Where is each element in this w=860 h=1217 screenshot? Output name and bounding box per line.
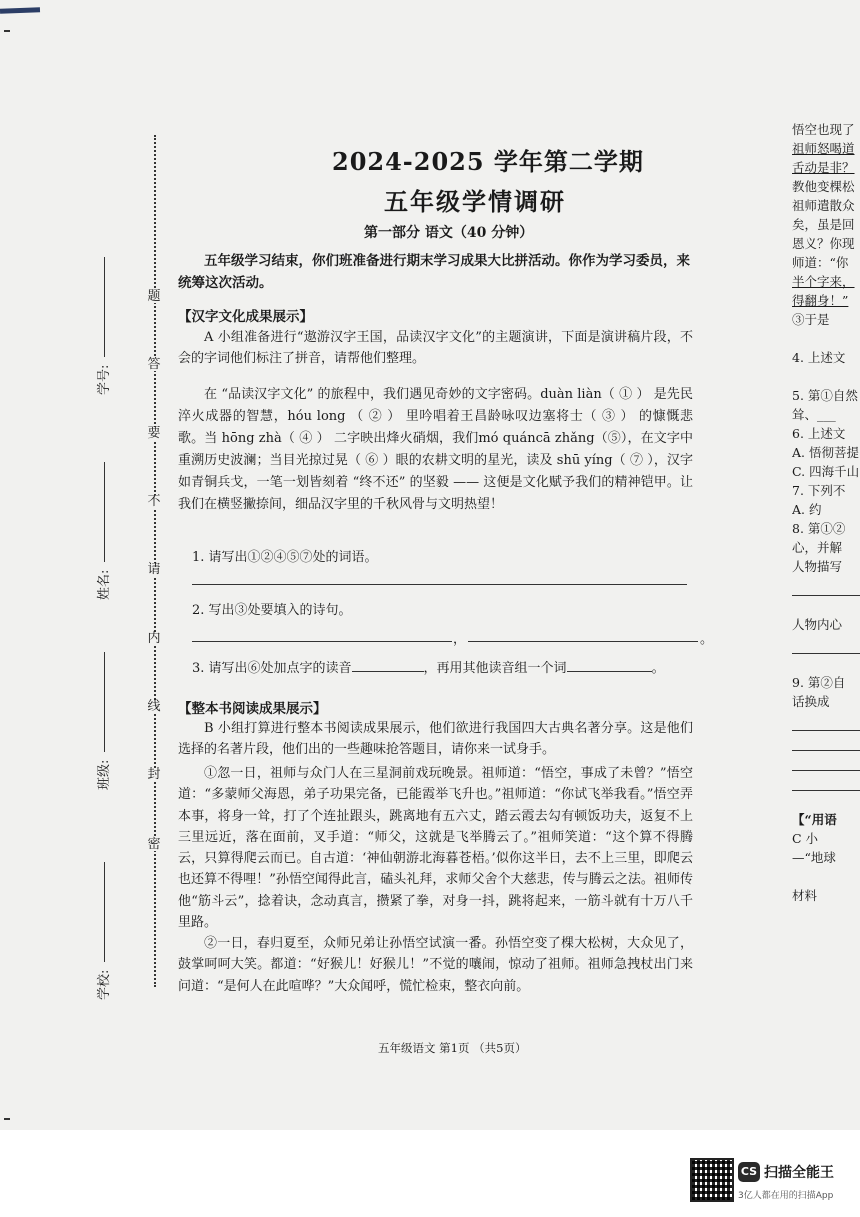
section-heading: 【整本书阅读成果展示】	[178, 701, 327, 717]
name-field[interactable]: 姓名:	[93, 462, 112, 600]
novel-excerpt-1: ①忽一日，祖师与众门人在三星洞前戏玩晚景。祖师道：“悟空，事成了未曾？”悟空道：“多蒙师父海恩，弟子功果完备，已能霞举飞升也。”祖师道：“你试飞举我看。”悟空弄本事，将身一耸，打了个连扯跟头，跳离地有五六丈，踏云霞去勾有顿饭功夫，返复不上三里远近，落在面前，叉手道：“师父，这就是飞举腾云了。”祖师笑道：“这个算不得腾云，只算得爬云而已。自古道：‘神仙朝游北海暮苍梧。’似你这半日，去不上三里，即爬云也还算不得哩！”孙悟空闻得此言，磕头礼拜，求师父舍个大慈悲，传与腾云之法。祖师传他“筋斗云”，捻着诀，念动真言，攒紧了拳，对身一抖，跳将起来，一筋斗就有十万八千里路。	[178, 766, 693, 931]
part-heading: 第一部分 语文（40 分钟）	[364, 225, 534, 241]
scan-edge-tick	[4, 30, 10, 32]
fragment-line	[792, 634, 860, 654]
question-2: 2. 写出③处要填入的诗句。	[192, 603, 352, 618]
fragment-line: 祖师怒喝道	[792, 141, 855, 156]
fragment-line	[792, 367, 860, 386]
fragment-line: ③于是	[792, 312, 830, 327]
next-page-fragment	[792, 120, 860, 1020]
exam-subtitle: 五年级学情调研	[384, 187, 566, 216]
scanner-app-name: 扫描全能王	[764, 1165, 834, 1181]
binding-char: 要	[147, 426, 161, 441]
novel-excerpt-2: ②一日，春归夏至，众师兄弟让孙悟空试演一番。孙悟空变了棵大松树，大众见了，鼓掌呵呵大笑。都道：“好猴儿！好猴儿！”不觉的嚷闹，惊动了祖师。祖师急拽杖出门来问道：“是何人在此喧哗？”大众闻呼，慌忙检束，整衣向前。	[178, 936, 693, 994]
question-3: 3. 请写出⑥处加点字的读音 ，再用其他读音组一个词 。	[192, 661, 665, 676]
fragment-line: 9. 第②自	[792, 675, 846, 690]
fragment-line: 矣，虽是回	[792, 217, 855, 232]
fragment-line	[792, 771, 860, 791]
exam-title: 2024-2025 学年第二学期	[332, 147, 644, 176]
student-id-field[interactable]: 学号:	[93, 257, 112, 395]
fragment-line: 得翻身！”	[792, 293, 849, 308]
page-footer: 五年级语文 第1页 （共5页）	[378, 1041, 527, 1055]
period: 。	[700, 632, 714, 647]
fragment-line: 5. 第①自然	[792, 388, 858, 403]
answer-line[interactable]	[192, 583, 687, 585]
binding-char: 答	[147, 357, 161, 372]
comma: ，	[453, 632, 467, 647]
answer-line[interactable]	[192, 640, 452, 642]
speech-passage: 在 “品读汉字文化” 的旅程中，我们遇见奇妙的文字密码。duàn liàn（ ① ） 是先民淬火成器的智慧，hóu long （ ② ） 里吟唱着王昌龄咏叹边塞将士（ ③ ） 的慷慨悲歌。当 hōng zhà（ ④ ） 二字映出烽火硝烟，我们mó quáncā zhǎng（⑤），在文字中重溯历史波澜；当目光掠过晃（ ⑥ ）眼的农耕文明的星光，读及 shū yíng（ ⑦ ），汉字如青铜兵戈，一笔一划皆刻着 “终不还” 的坚毅 —— 这便是文化赋予我们的精神铠甲。让我们在横竖撇捺间，细品汉字里的千秋风骨与文明热望！	[178, 387, 693, 512]
binding-char: 封	[147, 767, 161, 782]
fragment-line	[792, 654, 860, 673]
fragment-line	[792, 329, 860, 348]
fragment-line	[792, 867, 860, 886]
binding-char: 密	[147, 837, 161, 852]
fragment-line	[792, 711, 860, 731]
fragment-line: A. 悟彻菩提	[792, 445, 859, 460]
binding-char: 题	[147, 289, 161, 304]
fragment-line: C 小	[792, 831, 819, 846]
fragment-line: 半个字来，	[792, 274, 855, 289]
section-description: A 小组准备进行“遨游汉字王国，品读汉字文化”的主题演讲，下面是演讲稿片段，不会的字词他们标注了拼音，请帮他们整理。	[178, 330, 693, 366]
fragment-line: 师道：“你	[792, 255, 849, 270]
answer-line[interactable]	[468, 640, 698, 642]
fragment-line: 悟空也现了	[792, 122, 855, 137]
fragment-line	[792, 751, 860, 771]
binding-char: 内	[147, 631, 161, 646]
scan-edge-tick	[4, 1118, 10, 1120]
fragment-line: C. 四海千山	[792, 464, 860, 479]
fragment-line: 7. 下列不	[792, 483, 846, 498]
fragment-line	[792, 576, 860, 596]
fragment-line: 祖师遣散众	[792, 198, 855, 213]
section-description: B 小组打算进行整本书阅读成果展示，他们欲进行我国四大古典名著分享。这是他们选择的名著片段，他们出的一些趣味抢答题目，请你来一试身手。	[178, 721, 693, 757]
fragment-line: 心，并解	[792, 540, 843, 555]
fragment-line: A. 约	[792, 502, 822, 517]
fragment-line: 【“用语	[792, 812, 837, 827]
fragment-line: 话换成	[792, 694, 830, 709]
fragment-line: 人物描写	[792, 559, 843, 574]
fragment-line: 6. 上述文	[792, 426, 846, 441]
binding-char: 不	[147, 494, 161, 509]
fragment-line: 耸、___	[792, 407, 836, 422]
fragment-line: 8. 第①②	[792, 521, 846, 536]
fragment-line: 恩义？你现	[792, 236, 855, 251]
scanner-tagline: 3亿人都在用的扫描App	[738, 1191, 834, 1201]
class-field[interactable]: 班级:	[93, 652, 112, 790]
binding-dotted-line	[154, 135, 156, 987]
fragment-line: 教他变棵松	[792, 179, 855, 194]
fragment-line: 舌动是非？	[792, 160, 855, 175]
fragment-line: 材料	[792, 888, 818, 903]
binding-char: 线	[147, 699, 161, 714]
question-1: 1. 请写出①②④⑤⑦处的词语。	[192, 550, 378, 565]
fragment-line	[792, 791, 860, 810]
qr-code-icon	[690, 1158, 734, 1202]
camscanner-logo-icon: CS	[738, 1162, 760, 1182]
fragment-line	[792, 596, 860, 615]
fragment-line: 人物内心	[792, 617, 843, 632]
section-heading: 【汉字文化成果展示】	[178, 309, 313, 325]
fragment-line	[792, 731, 860, 751]
fragment-line: 4. 上述文	[792, 350, 846, 365]
intro-text: 五年级学习结束，你们班准备进行期末学习成果大比拼活动。你作为学习委员，来统筹这次活动。	[178, 253, 690, 291]
binding-char: 请	[147, 562, 161, 577]
fragment-line: —“地球	[792, 850, 836, 865]
school-field[interactable]: 学校:	[93, 862, 112, 1000]
